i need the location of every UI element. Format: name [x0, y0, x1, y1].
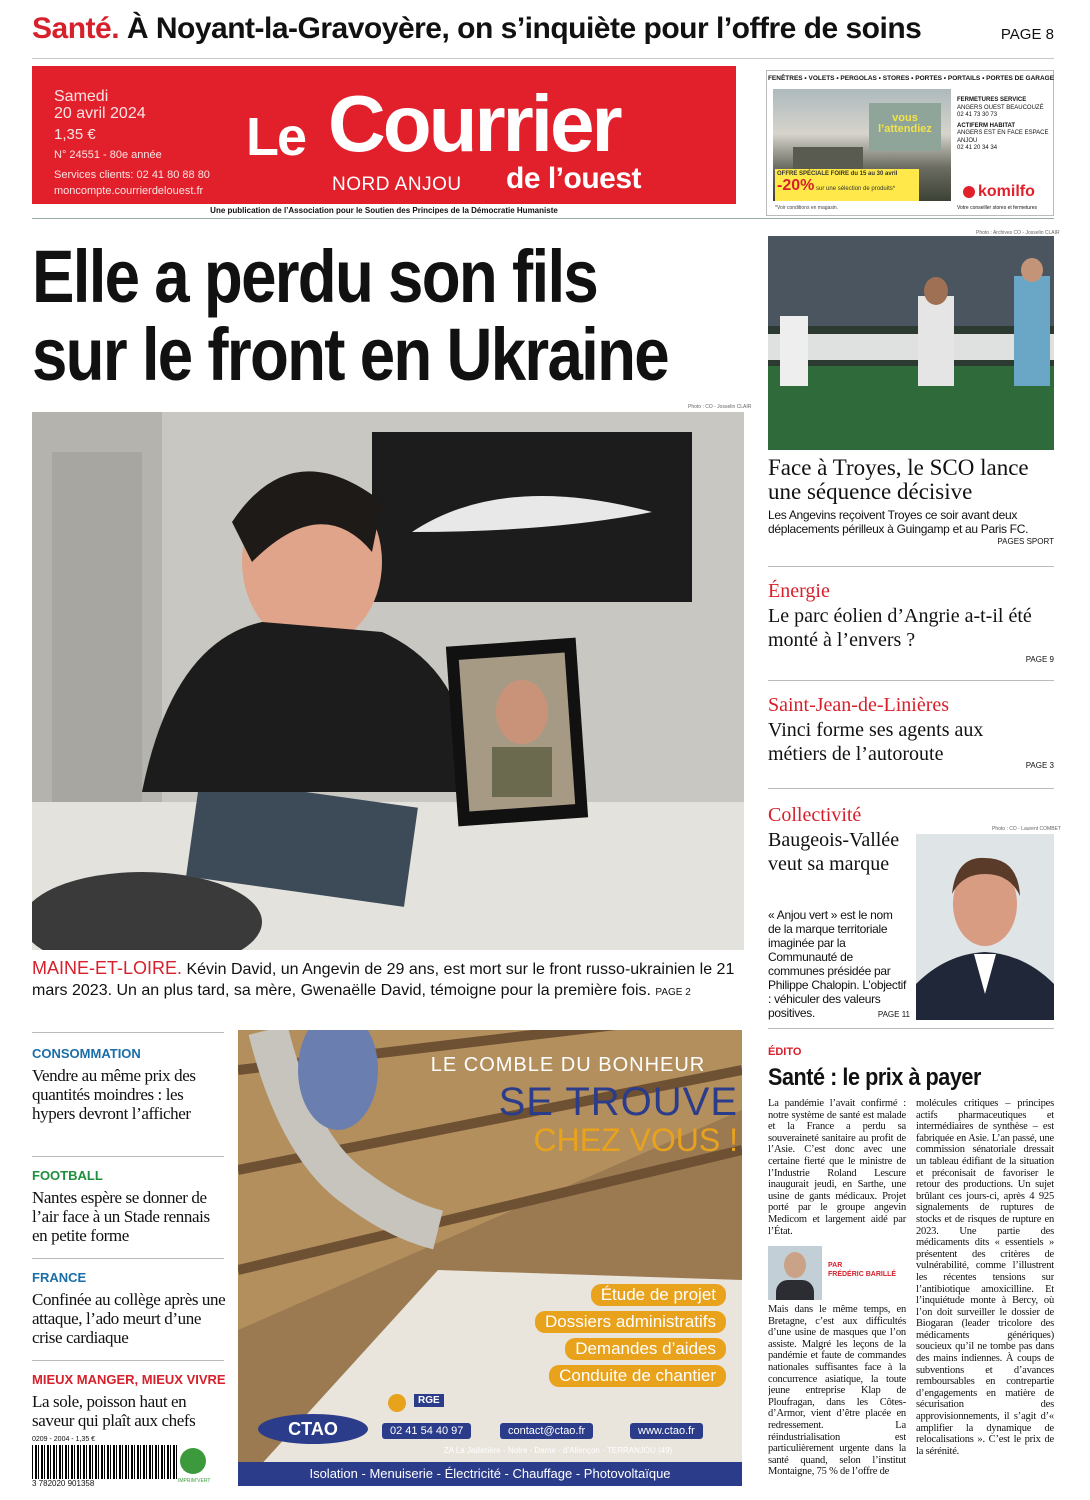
sport-photo-credit: Photo : Archives CO - Josselin CLAIR	[976, 230, 1060, 236]
teaser-text: À Noyant-la-Gravoyère, on s’inquiète pour l’offre de soins	[126, 12, 922, 45]
logo-courrier: Courrier	[328, 79, 620, 168]
imprim-vert-label: IMPRIM’VERT	[178, 1478, 211, 1484]
main-caption	[32, 958, 744, 1003]
page-number: PAGE 8	[1000, 26, 1054, 43]
brief-text: Nantes espère se donner de l’air face à un Stade rennais en petite forme	[32, 1188, 210, 1245]
ad-stores	[957, 97, 1053, 153]
ad-header: FENÊTRES • VOLETS • PERGOLAS • STORES • PORTES • PORTAILS • PORTES DE GARAGE	[767, 75, 1055, 82]
ad-note: *Voir conditions en magasin.	[775, 205, 839, 211]
main-headline[interactable]	[32, 235, 668, 396]
komilfo-logo-icon	[963, 186, 975, 198]
divider	[32, 1032, 224, 1033]
headline-line1: Elle a perdu son fils	[32, 235, 598, 318]
brief-france[interactable]	[32, 1270, 226, 1347]
divider	[32, 1258, 224, 1259]
ad-line1: LE COMBLE DU BONHEUR	[430, 1054, 706, 1076]
edition-name: NORD ANJOU	[332, 174, 462, 195]
offer-title: OFFRE SPÉCIALE FOIRE du 15 au 30 avril	[777, 171, 898, 177]
issue-price: 1,35 €	[54, 126, 96, 143]
top-teaser[interactable]	[32, 12, 932, 46]
brief-text: Confinée au collège après une attaque, l’ado meurt d’une crise cardiaque	[32, 1290, 226, 1347]
store1-phone: 02 41 73 30 73	[957, 112, 998, 118]
store2-name: ACTIFERM HABITAT	[957, 122, 1016, 129]
store2-city: ANGERS EST EN FACE ESPACE ANJOU	[957, 130, 1049, 144]
divider	[32, 58, 1054, 59]
ad-sofa	[793, 147, 863, 169]
brief-text: Vendre au même prix des quantités moindres : les hypers devront l’afficher	[32, 1066, 196, 1123]
brief-kicker: MIEUX MANGER, MIEUX VIVRE	[32, 1372, 226, 1387]
logo-de-louest: de l’ouest	[506, 162, 642, 195]
edito-author	[768, 1244, 906, 1302]
ad-phone[interactable]: 02 41 54 40 97	[382, 1423, 471, 1439]
ad-service: Étude de projet	[591, 1284, 726, 1306]
divider	[32, 1360, 224, 1361]
divider	[32, 218, 1054, 219]
divider	[768, 1028, 1054, 1029]
services-web[interactable]: moncompte.courrierdelouest.fr	[54, 185, 204, 197]
offer-detail: sur une sélection de produits*	[816, 186, 896, 192]
logo-le: Le	[246, 107, 306, 167]
imprim-vert-icon	[180, 1448, 206, 1474]
item3-text: « Anjou vert » est le nom de la marque territoriale imaginée par la Communauté de communes présidée par Philippe Chalopin. L’objectif : véhiculer des valeurs positives.	[768, 908, 907, 1020]
issue-date	[54, 88, 146, 122]
caption-text: Kévin David, un Angevin de 29 ans, est mort sur le front russo-ukrainien le 21 mars 2023. Un an plus tard, sa mère, Gwenaëlle David, témoigne pour la première fois.	[32, 961, 735, 999]
ad-service: Conduite de chantier	[549, 1365, 726, 1387]
komilfo-ad[interactable]	[766, 70, 1054, 216]
item2-page[interactable]: PAGE 3	[1025, 761, 1054, 770]
item3-kicker: Collectivité	[768, 804, 862, 826]
football-illustration	[768, 236, 1054, 450]
item1-kicker: Énergie	[768, 580, 830, 602]
item3-photo-credit: Photo : CO - Laurent COMBET	[992, 826, 1061, 832]
ad-slogan: vous l’attendiez	[869, 103, 941, 151]
ad-line3: CHEZ VOUS !	[533, 1122, 738, 1158]
offer-discount: -20%	[777, 177, 815, 194]
ad-web[interactable]: www.ctao.fr	[630, 1423, 703, 1439]
author-name: FRÉDÉRIC BARILLÉ	[828, 1271, 897, 1278]
divider	[32, 1156, 224, 1157]
brief-kicker: CONSOMMATION	[32, 1046, 141, 1061]
ctao-ad[interactable]	[238, 1030, 742, 1486]
brief-mieux-manger[interactable]	[32, 1372, 226, 1430]
store1-city: ANGERS OUEST BEAUCOUZÉ	[957, 104, 1044, 111]
item3-page[interactable]: PAGE 11	[877, 1010, 910, 1019]
ctao-logo: CTAO	[258, 1414, 368, 1444]
author-label: PAR	[828, 1262, 843, 1269]
ad-line2: SE TROUVE	[498, 1080, 738, 1124]
photo-credit: Photo : CO - Josselin CLAIR	[688, 404, 752, 410]
ad-services	[496, 1284, 726, 1387]
issue-day: Samedi	[54, 88, 109, 105]
sport-photo[interactable]	[768, 236, 1054, 450]
barcode-bars	[32, 1445, 177, 1479]
edito-title[interactable]: Santé : le prix à payer	[768, 1064, 981, 1091]
barcode-digits: 3 782020 901358	[32, 1479, 95, 1488]
item3-title[interactable]: Baugeois-Vallée veut sa marque	[768, 829, 900, 875]
main-photo[interactable]	[32, 412, 744, 950]
brief-consommation[interactable]	[32, 1046, 226, 1123]
divider	[768, 788, 1054, 789]
teaser-kicker: Santé.	[32, 12, 120, 45]
komilfo-logo-text: komilfo	[978, 183, 1035, 200]
brief-kicker: FOOTBALL	[32, 1168, 103, 1183]
item1-title[interactable]: Le parc éolien d’Angrie a-t-il été monté à l’envers ?	[768, 605, 1032, 651]
store1-name: FERMETURES SERVICE	[957, 97, 1027, 103]
komilfo-logo	[963, 183, 1035, 201]
item2-title[interactable]: Vinci forme ses agents aux métiers de l’autoroute	[768, 719, 984, 765]
edito-col1-top: La pandémie l’avait confirmé : notre système de santé est malade et la France a perdu sa souveraineté sanitaire au profit de l’Asie. C’est donc avec une certaine fierté que le ministre de l’Industrie Roland Lescure inaugurait jeudi, en Sarthe, une usine de gants médicaux. Projet porté par le groupe angevin Medicom et largement aidé par l’État.	[768, 1098, 906, 1237]
barcode-block	[32, 1436, 177, 1488]
caption-kicker: MAINE-ET-LOIRE.	[32, 958, 183, 978]
brief-kicker: FRANCE	[32, 1270, 87, 1285]
author-photo	[768, 1246, 822, 1300]
ad-email[interactable]: contact@ctao.fr	[500, 1423, 593, 1439]
sport-title[interactable]: Face à Troyes, le SCO lance une séquence décisive	[768, 455, 1029, 504]
ad-service: Dossiers administratifs	[535, 1311, 726, 1333]
issue-number: N° 24551 - 80e année	[54, 149, 162, 161]
item1-page[interactable]: PAGE 9	[1025, 655, 1054, 664]
brief-football[interactable]	[32, 1168, 226, 1245]
caption-page[interactable]: PAGE 2	[655, 987, 691, 998]
sport-sub: Les Angevins reçoivent Troyes ce soir avant deux déplacements périlleux à Guingamp et au Paris FC.	[768, 508, 1029, 536]
portrait-illustration	[916, 834, 1054, 1020]
ad-footer: Isolation - Menuiserie - Électricité - Chauffage - Photovoltaïque	[238, 1462, 742, 1486]
rge-badge: RGE	[414, 1394, 444, 1407]
divider	[768, 680, 1054, 681]
item3-photo	[916, 834, 1054, 1020]
item2-kicker: Saint-Jean-de-Linières	[768, 694, 950, 716]
badge-icon	[388, 1394, 406, 1412]
main-photo-illustration	[32, 412, 744, 950]
store2-phone: 02 41 20 34 34	[957, 145, 998, 151]
issue-full-date: 20 avril 2024	[54, 105, 146, 122]
ad-offer	[775, 169, 919, 201]
barcode-code: 0209 - 2004 - 1,35 €	[32, 1436, 96, 1443]
publisher-tagline: Une publication de l’Association pour le Soutien des Principes de la Démocratie Humaniste	[210, 206, 558, 215]
komilfo-logo-sub: Votre conseiller stores et fermetures	[957, 205, 1038, 211]
edito-col1-bottom: Mais dans le même temps, en Bretagne, c’est aux difficultés d’une usine de masques que l’on assiste. Malgré les leçons de la pandémie et faute de commandes nationales suffisantes face à la concurrence asiatique, la toute jeune entreprise Klap de Ploufragan, dans les Côtes-d’Armor, vient d’être placée en redressement. La réindustrialisation est particulièrement urgente dans la santé quand, selon l’institut Montaigne, 75 % de l’offre de	[768, 1304, 906, 1478]
customer-services	[54, 167, 210, 199]
edito-kicker: ÉDITO	[768, 1046, 802, 1058]
edito-col2: molécules critiques – principes actifs pharmaceutiques et intermédiaires de synthèse – est fabriquée en Asie. L’an passé, une commission sénatoriale dressait un tableau édifiant de la situation et préconisait de favoriser le retour des productions. Un sujet brûlant ces jours-ci, après 4 925 signalements de ruptures de stocks et de risques de rupture en 2023. Une partie des médicaments dits « essentiels » présentent des critères de vulnérabilité, comme l’illustrent les récentes tensions sur l’antibiotique amoxicilline. Et l’inquiétude monte à Bercy, où l’on doit surveiller le dossier de Biogaran (leader tricolore des médicaments génériques) soucieux qu’il ne tombe pas dans des mains indiennes. À coups de subventions et d’avances remboursables en contrepartie d’engagements en matière de sécurisation des approvisionnements, il s’agit d’« amplifier la dynamique de relocalisations ». C’est le prix de la sérénité.	[916, 1098, 1054, 1457]
divider	[768, 566, 1054, 567]
sport-page[interactable]: PAGES SPORT	[997, 537, 1054, 546]
ad-address: ZA La Jailletière - Notre - Dame - d’Allençon - TERRANJOU (49)	[443, 1446, 673, 1455]
ad-service: Demandes d’aides	[565, 1338, 726, 1360]
services-phone: Services clients: 02 41 80 88 80	[54, 169, 210, 181]
brief-text: La sole, poisson haut en saveur qui plaît aux chefs	[32, 1392, 196, 1430]
headline-line2: sur le front en Ukraine	[32, 313, 668, 396]
masthead	[32, 66, 736, 204]
